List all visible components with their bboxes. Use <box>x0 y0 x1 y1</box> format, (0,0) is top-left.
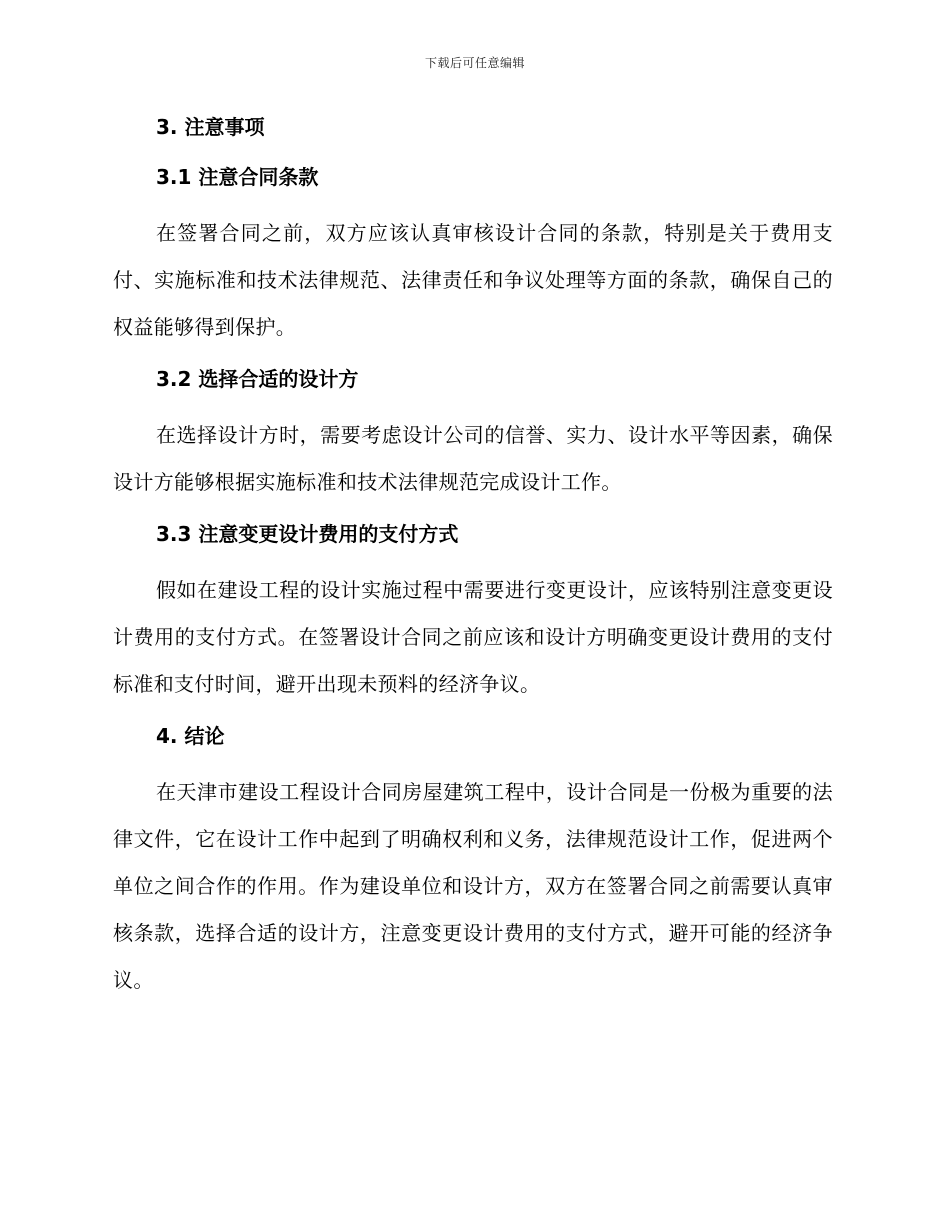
section-3-2-paragraph: 在选择设计方时，需要考虑设计公司的信誉、实力、设计水平等因素，确保设计方能够根据实施标准和技术法律规范完成设计工作。 <box>113 423 833 494</box>
section-3-heading: 3. 注意事项 <box>156 115 265 139</box>
section-4-heading: 4. 结论 <box>156 724 225 748</box>
page-header-note: 下载后可任意编辑 <box>424 56 525 70</box>
section-3-1-paragraph: 在签署合同之前，双方应该认真审核设计合同的条款，特别是关于费用支付、实施标准和技术法律规范、法律责任和争议处理等方面的条款，确保自己的权益能够得到保护。 <box>113 221 833 339</box>
section-3-3-paragraph: 假如在建设工程的设计实施过程中需要进行变更设计，应该特别注意变更设计费用的支付方式。在签署设计合同之前应该和设计方明确变更设计费用的支付标准和支付时间，避开出现未预料的经济争议。 <box>113 578 833 696</box>
section-3-3-heading: 3.3 注意变更设计费用的支付方式 <box>156 522 459 546</box>
section-3-1-heading: 3.1 注意合同条款 <box>156 165 319 189</box>
document-body <box>113 110 833 1015</box>
section-3-2-heading: 3.2 选择合适的设计方 <box>156 367 359 391</box>
section-4-paragraph: 在天津市建设工程设计合同房屋建筑工程中，设计合同是一份极为重要的法律文件，它在设计工作中起到了明确权利和义务，法律规范设计工作，促进两个单位之间合作的作用。作为建设单位和设计方，双方在签署合同之前需要认真审核条款，选择合适的设计方，注意变更设计费用的支付方式，避开可能的经济争议。 <box>113 780 833 992</box>
